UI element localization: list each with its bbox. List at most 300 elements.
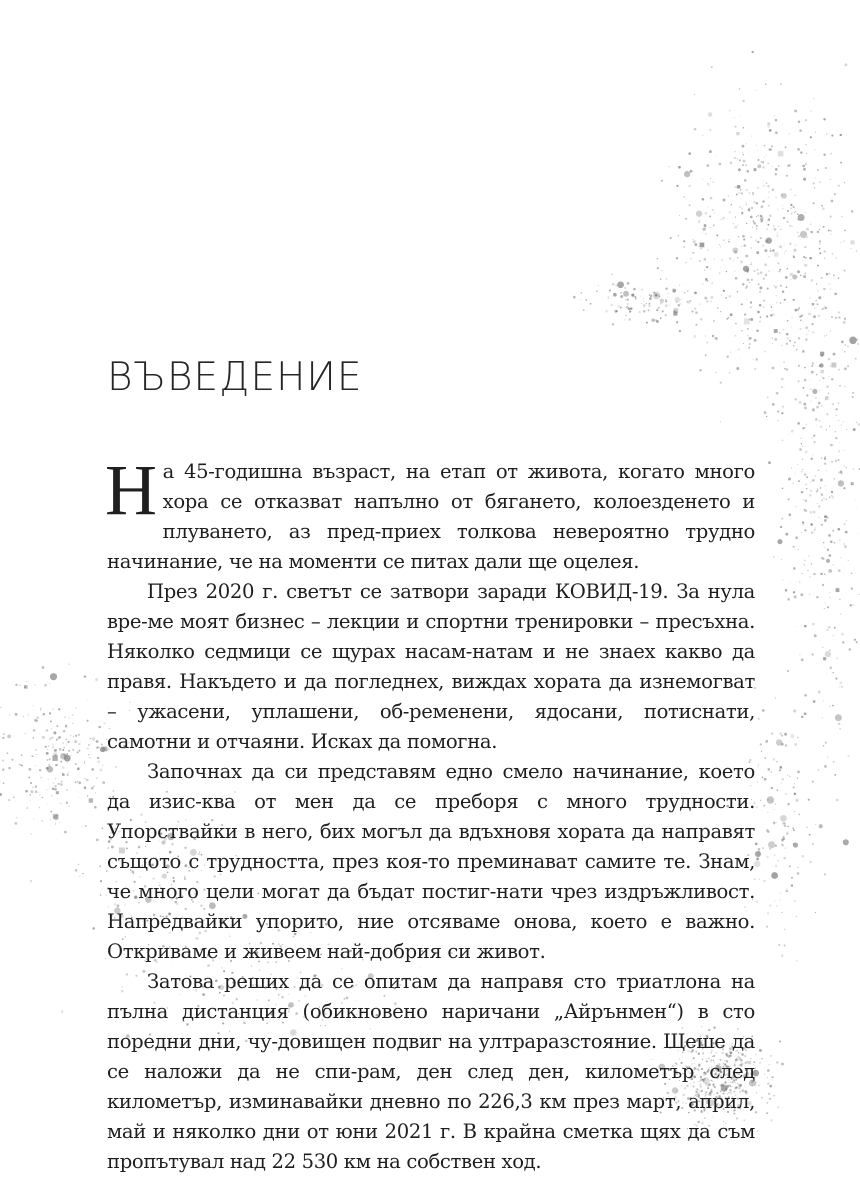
ink-speck (795, 473, 796, 474)
ink-speck (857, 343, 859, 345)
ink-speck (797, 148, 800, 151)
ink-speck (741, 212, 743, 214)
ink-speck (31, 755, 33, 757)
ink-speck (805, 144, 806, 145)
ink-speck (788, 478, 791, 481)
ink-speck (741, 192, 743, 194)
ink-speck (703, 179, 704, 180)
ink-speck (844, 465, 845, 466)
ink-speck (751, 136, 752, 137)
ink-speck (728, 195, 729, 196)
ink-speck (618, 305, 620, 307)
ink-speck (856, 641, 858, 643)
ink-speck (47, 759, 49, 761)
ink-speck (813, 182, 815, 184)
ink-speck (774, 338, 777, 341)
ink-speck (33, 729, 36, 732)
ink-speck (738, 302, 739, 303)
ink-speck (728, 317, 729, 318)
ink-speck (769, 129, 772, 132)
ink-speck (760, 161, 762, 163)
ink-speck (793, 255, 794, 256)
ink-speck (824, 463, 826, 465)
ink-speck (756, 225, 758, 227)
ink-speck (793, 345, 795, 347)
ink-speck (713, 212, 715, 214)
ink-speck (694, 292, 697, 295)
ink-speck (825, 602, 826, 603)
ink-speck (9, 767, 11, 769)
ink-speck (705, 335, 706, 336)
ink-speck (19, 764, 21, 766)
ink-speck (818, 296, 821, 299)
ink-speck (738, 193, 739, 194)
ink-speck (781, 735, 783, 737)
ink-speck (827, 310, 828, 311)
ink-speck (838, 480, 844, 486)
ink-speck (804, 560, 805, 561)
ink-speck (16, 684, 18, 686)
ink-speck (817, 503, 818, 504)
ink-speck (772, 1079, 773, 1080)
ink-speck (762, 217, 764, 219)
ink-speck (810, 223, 812, 225)
ink-speck (746, 285, 748, 287)
ink-speck (775, 197, 776, 198)
ink-speck (830, 216, 832, 218)
ink-speck (774, 854, 776, 856)
ink-speck (763, 300, 765, 302)
ink-speck (821, 205, 823, 207)
ink-speck (798, 365, 800, 367)
ink-speck (640, 296, 641, 297)
ink-speck (804, 427, 805, 428)
ink-speck (719, 272, 721, 274)
ink-speck (828, 569, 832, 573)
ink-speck (782, 124, 783, 125)
ink-speck (804, 509, 807, 512)
ink-speck (66, 773, 69, 776)
ink-speck (802, 524, 803, 525)
ink-speck (754, 168, 757, 171)
ink-speck (825, 396, 829, 400)
ink-speck (742, 283, 744, 285)
ink-speck (709, 227, 711, 229)
ink-speck (769, 1098, 771, 1100)
ink-speck (771, 306, 773, 308)
ink-speck (814, 634, 817, 637)
ink-speck (754, 368, 756, 370)
ink-speck (819, 380, 820, 381)
ink-speck (820, 426, 822, 428)
ink-speck (804, 367, 805, 368)
ink-speck (84, 762, 85, 763)
ink-speck (840, 470, 843, 473)
ink-speck (35, 749, 37, 751)
ink-speck (68, 750, 70, 752)
ink-speck (51, 737, 53, 739)
ink-speck (741, 116, 742, 117)
ink-speck (792, 226, 794, 228)
ink-speck (752, 194, 754, 196)
ink-speck (23, 716, 25, 718)
ink-speck (779, 766, 782, 769)
ink-speck (699, 260, 700, 261)
ink-speck (665, 299, 666, 300)
ink-speck (841, 686, 843, 688)
ink-speck (801, 855, 804, 858)
ink-speck (764, 145, 766, 147)
ink-speck (819, 248, 821, 250)
ink-speck (80, 741, 81, 742)
ink-speck (100, 894, 102, 896)
ink-speck (819, 181, 820, 182)
ink-speck (757, 766, 758, 767)
ink-speck (764, 263, 767, 266)
ink-speck (798, 120, 801, 123)
ink-speck (804, 529, 806, 531)
ink-speck (854, 639, 856, 641)
ink-speck (737, 257, 738, 258)
ink-speck (784, 929, 785, 930)
ink-speck (801, 658, 804, 661)
ink-speck (757, 164, 761, 168)
ink-speck (789, 340, 791, 342)
paragraph-1-text: а 45-годишна възраст, на етап от живота, когато много хора се отказват напълно от бягането, колоезденето и плуването, аз пред-приех толкова невероятно трудно начинание, че на моменти се питах дали ще оцелея. (107, 460, 755, 573)
ink-speck (656, 309, 658, 311)
ink-speck (679, 330, 681, 332)
ink-speck (780, 285, 782, 287)
ink-speck (822, 308, 824, 310)
ink-speck (643, 310, 646, 313)
ink-speck (753, 270, 755, 272)
ink-speck (767, 913, 769, 915)
ink-speck (46, 803, 47, 804)
ink-speck (759, 304, 762, 307)
ink-speck (581, 292, 582, 293)
ink-speck (768, 768, 771, 771)
ink-speck (33, 705, 34, 706)
ink-speck (85, 825, 87, 827)
ink-speck (97, 757, 99, 759)
ink-speck (795, 506, 796, 507)
ink-speck (769, 304, 770, 305)
ink-speck (760, 271, 762, 273)
ink-speck (686, 198, 687, 199)
ink-speck (831, 135, 833, 137)
ink-speck (55, 824, 56, 825)
ink-speck (684, 293, 685, 294)
ink-speck (781, 1063, 784, 1066)
ink-speck (823, 288, 825, 290)
ink-speck (851, 572, 853, 574)
ink-speck (802, 459, 803, 460)
ink-speck (772, 166, 773, 167)
ink-speck (26, 681, 27, 682)
ink-speck (87, 720, 89, 722)
ink-speck (790, 207, 792, 209)
ink-speck (781, 518, 783, 520)
ink-speck (774, 252, 778, 256)
ink-speck (812, 362, 814, 364)
ink-speck (816, 596, 818, 598)
ink-speck (769, 905, 771, 907)
ink-speck (700, 369, 702, 371)
ink-speck (767, 163, 769, 165)
ink-speck (771, 872, 778, 879)
ink-speck (755, 1085, 756, 1086)
ink-speck (811, 401, 812, 402)
ink-speck (90, 757, 91, 758)
ink-speck (836, 678, 838, 680)
ink-speck (739, 160, 741, 162)
ink-speck (780, 893, 781, 894)
ink-speck (775, 865, 777, 867)
ink-speck (785, 146, 787, 148)
ink-speck (712, 335, 714, 337)
ink-speck (675, 289, 676, 290)
ink-speck (840, 557, 841, 558)
ink-speck (99, 726, 101, 728)
ink-speck (849, 649, 851, 651)
ink-speck (685, 218, 687, 220)
ink-speck (822, 647, 823, 648)
ink-speck (785, 533, 788, 536)
ink-speck (812, 653, 814, 655)
ink-speck (789, 134, 790, 135)
ink-speck (768, 205, 770, 207)
ink-speck (62, 742, 64, 744)
ink-speck (784, 733, 787, 736)
ink-speck (830, 153, 832, 155)
ink-speck (786, 221, 788, 223)
ink-speck (65, 739, 67, 741)
ink-speck (772, 249, 774, 251)
ink-speck (766, 183, 767, 184)
ink-speck (755, 1068, 756, 1069)
ink-speck (850, 604, 852, 606)
ink-speck (763, 306, 765, 308)
ink-speck (834, 478, 835, 479)
ink-speck (95, 678, 98, 681)
ink-speck (804, 625, 807, 628)
ink-speck (820, 352, 824, 356)
ink-speck (798, 313, 800, 315)
ink-speck (52, 747, 53, 748)
ink-speck (26, 790, 28, 792)
ink-speck (838, 723, 840, 725)
ink-speck (771, 733, 773, 735)
ink-speck (802, 260, 803, 261)
ink-speck (773, 809, 774, 810)
ink-speck (669, 166, 671, 168)
ink-speck (838, 420, 840, 422)
ink-speck (783, 206, 784, 207)
ink-speck (819, 229, 820, 230)
ink-speck (704, 227, 706, 229)
ink-speck (707, 183, 709, 185)
ink-speck (839, 686, 840, 687)
ink-speck (826, 575, 827, 576)
ink-speck (47, 766, 53, 772)
ink-speck (823, 377, 825, 379)
ink-speck (769, 148, 772, 151)
ink-speck (838, 402, 839, 403)
ink-speck (830, 541, 832, 543)
ink-speck (773, 1095, 775, 1097)
ink-speck (814, 475, 815, 476)
ink-speck (790, 204, 792, 206)
ink-speck (609, 290, 611, 292)
ink-speck (761, 1058, 762, 1059)
ink-speck (810, 481, 811, 482)
ink-speck (822, 717, 824, 719)
ink-speck (748, 329, 749, 330)
ink-speck (800, 231, 807, 238)
ink-speck (659, 296, 660, 297)
ink-speck (679, 303, 680, 304)
ink-speck (100, 866, 102, 868)
ink-speck (794, 783, 795, 784)
drop-cap-letter: Н (105, 450, 157, 530)
ink-speck (3, 737, 5, 739)
ink-speck (60, 753, 67, 760)
ink-speck (790, 273, 793, 276)
ink-speck (720, 246, 721, 247)
ink-speck (715, 372, 716, 373)
ink-speck (84, 787, 86, 789)
ink-speck (795, 211, 796, 212)
ink-speck (781, 783, 782, 784)
ink-speck (643, 298, 644, 299)
ink-speck (766, 1112, 768, 1114)
ink-speck (824, 515, 827, 518)
ink-speck (52, 782, 53, 783)
ink-speck (834, 627, 836, 629)
ink-speck (811, 490, 812, 491)
ink-speck (783, 217, 785, 219)
ink-speck (40, 777, 42, 779)
ink-speck (790, 189, 791, 190)
ink-speck (843, 321, 846, 324)
ink-speck (683, 196, 685, 198)
ink-speck (809, 594, 810, 595)
ink-speck (764, 185, 765, 186)
ink-speck (715, 337, 718, 340)
ink-speck (844, 63, 847, 66)
ink-speck (782, 488, 783, 489)
ink-speck (804, 406, 807, 409)
ink-speck (704, 224, 707, 227)
ink-speck (759, 851, 761, 853)
ink-speck (56, 791, 59, 794)
ink-speck (797, 867, 798, 868)
ink-speck (807, 827, 808, 828)
ink-speck (689, 300, 691, 302)
ink-speck (839, 451, 840, 452)
ink-speck (729, 211, 731, 213)
ink-speck (833, 672, 834, 673)
ink-speck (760, 800, 761, 801)
ink-speck (794, 900, 796, 902)
ink-speck (67, 762, 68, 763)
ink-speck (790, 734, 794, 738)
ink-speck (717, 235, 719, 237)
ink-speck (760, 215, 763, 218)
ink-speck (759, 291, 761, 293)
ink-speck (82, 826, 83, 827)
ink-speck (780, 815, 787, 822)
ink-speck (783, 245, 784, 246)
ink-speck (816, 491, 818, 493)
ink-speck (844, 545, 847, 548)
ink-speck (843, 487, 845, 489)
ink-speck (821, 405, 823, 407)
ink-speck (781, 193, 787, 199)
ink-speck (72, 723, 73, 724)
ink-speck (823, 700, 824, 701)
ink-speck (753, 222, 756, 225)
ink-speck (710, 178, 711, 179)
ink-speck (768, 219, 770, 221)
ink-speck (707, 301, 709, 303)
ink-speck (815, 527, 817, 529)
ink-speck (833, 445, 834, 446)
ink-speck (749, 343, 750, 344)
ink-speck (777, 209, 778, 210)
ink-speck (809, 555, 810, 556)
ink-speck (844, 182, 845, 183)
ink-speck (805, 257, 807, 259)
ink-speck (750, 247, 752, 249)
ink-speck (36, 754, 37, 755)
ink-speck (745, 255, 748, 258)
ink-speck (836, 408, 838, 410)
ink-speck (806, 394, 808, 396)
ink-speck (816, 425, 817, 426)
ink-speck (767, 856, 769, 858)
ink-speck (52, 744, 53, 745)
ink-speck (822, 558, 824, 560)
ink-speck (780, 732, 783, 735)
ink-speck (725, 242, 726, 243)
ink-speck (729, 257, 731, 259)
ink-speck (851, 482, 854, 485)
ink-speck (852, 392, 854, 394)
ink-speck (793, 206, 795, 208)
ink-speck (47, 749, 48, 750)
ink-speck (737, 158, 738, 159)
ink-speck (608, 296, 609, 297)
ink-speck (768, 841, 775, 848)
paragraph-4: Затова реших да се опитам да направя сто триатлона на пълна дистанция (обикновено наричани „Айрънмен“) в сто поредни дни, чу-довищен подвиг на ултраразстояние. Щеше да се наложи да не спи-рам, ден след ден, километър след километър, изминавайки дневно по 226,3 км през март, април, май и няколко дни от юни 2021 г. В крайна сметка щях да съм пропътувал над 22 530 км на собствен ход. (107, 970, 755, 1173)
ink-speck (832, 403, 834, 405)
ink-speck (676, 321, 678, 323)
ink-speck (67, 741, 69, 743)
ink-speck (764, 249, 767, 252)
ink-speck (661, 180, 663, 182)
ink-speck (39, 807, 40, 808)
ink-speck (768, 256, 770, 258)
ink-speck (99, 741, 100, 742)
ink-speck (757, 311, 759, 313)
ink-speck (793, 786, 795, 788)
ink-speck (11, 759, 13, 761)
ink-speck (783, 836, 785, 838)
ink-speck (64, 716, 65, 717)
ink-speck (33, 819, 34, 820)
ink-speck (607, 297, 609, 299)
